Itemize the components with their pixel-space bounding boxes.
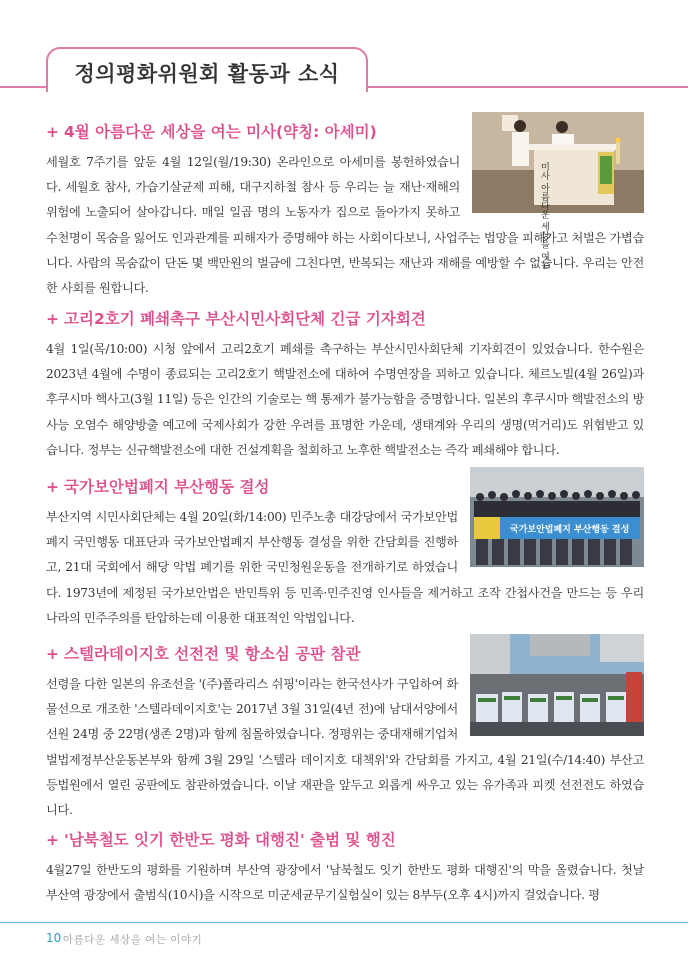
footer-publication-title: 아름다운 세상을 여는 이야기: [63, 934, 203, 946]
stella-daisy-protest-photo: [470, 634, 644, 736]
page-number: 10: [46, 931, 62, 945]
section-title-text: 스텔라데이지호 선전전 및 항소심 공판 참관: [64, 645, 361, 663]
section-nsa: [46, 475, 644, 631]
section-title: + '남북철도 잇기 한반도 평화 대행진' 출범 및 행진: [46, 831, 396, 849]
section-body: 부산지역 시민사회단체는 4월 20일(화/14:00) 민주노총 대강당에서 국가보안법폐지 국민행동 대표단과 국가보안법폐지 부산행동 결성을 위한 간담회를 진행하고, 21대 국회에서 해당 악법 폐기를 위한 국민청원운동을 전개하기로 하였습니다. 1973년에 제정된 국가보안법은 반민특위 등 민족·민주진영 인사들을 제거하고 조작 간첩사건을 만드는 등 우리나라의 민주주의를 탄압하는데 이용한 대표적인 악법입니다.: [46, 510, 644, 625]
photo-banner-text: 미사 아름다운 세상을 여는: [539, 162, 549, 270]
section-title: + 국가보안법폐지 부산행동 결성: [46, 478, 270, 496]
page-title: 정의평화위원회 활동과 소식: [74, 62, 340, 86]
photo-banner-text: 국가보안법폐지 부산행동 결성: [510, 525, 630, 535]
section-body: 4월 1일(목/10:00) 시청 앞에서 고리2호기 폐쇄를 촉구하는 부산시민사회단체 기자회견이 있었습니다. 한수원은 2023년 4월에 수명이 종료되는 고리2호기 핵발전소에 대하여 수명연장을 꾀하고 있습니다. 체르노빌(4월 26일)과 후쿠시마 핵사고(3월 11일) 등은 인간의 기술로는 핵 통제가 불가능함을 증명합니다. 일본의 후쿠시마 핵발전소의 방사능 오염수 해양방출 예고에 국제사회가 강한 우려를 표명한 가운데, 생태계와 우리의 생명(먹거리)도 위협받고 있습니다. 정부는 신규핵발전소에 대한 건설계획을 철회하고 노후한 핵발전소는 즉각 폐쇄해야 합니다.: [46, 342, 644, 457]
section-title: + 4월 아름다운 세상을 여는 미사(약칭: 아세미): [46, 123, 377, 141]
section-title-text: '남북철도 잇기 한반도 평화 대행진' 출범 및 행진: [64, 831, 396, 849]
section-title: + 고리2호기 폐쇄촉구 부산시민사회단체 긴급 기자회견: [46, 310, 426, 328]
section-body: 4월27일 한반도의 평화를 기원하며 부산역 광장에서 '남북철도 잇기 한반도 평화 대행진'의 막을 올렸습니다. 첫날 부산역 광장에서 출범식(10시)을 시작으로 미군세균무기실험실이 있는 8부두(오후 4시)까지 걸었습니다. 평: [46, 863, 644, 903]
section-body: 세월호 7주기를 앞둔 4월 12일(월/19:30) 온라인으로 아세미를 봉헌하였습니다. 세월호 참사, 가습기살균제 피해, 대구지하철 참사 등 우리는 늘 재난·재해의 위험에 노출되어 살아갑니다. 매일 일곱 명의 노동자가 집으로 돌아가지 못하고 수천명이 목숨을 잃어도 인과관계를 피해자가 증명해야 하는 사회이다보니, 사업주는 법망을 피해가고 처벌은 가볍습니다. 사람의 목숨값이 단돈 몇 백만원의 벌금에 그친다면, 반복되는 재난과 재해를 예방할 수 없습니다. 우리는 안전한 사회를 원합니다.: [46, 155, 644, 296]
section-peace-march: [46, 828, 644, 908]
footer-rule: [0, 922, 688, 923]
header-tab: [46, 47, 368, 92]
section-title-text: 4월 아름다운 세상을 여는 미사(약칭: 아세미): [64, 123, 377, 141]
section-title-text: 고리2호기 폐쇄촉구 부산시민사회단체 긴급 기자회견: [64, 310, 426, 328]
nsa-group-photo: [470, 467, 644, 567]
section-body: 선령을 다한 일본의 유조선을 '(주)폴라리스 쉬핑'이라는 한국선사가 구입하여 화물선으로 개조한 '스텔라데이지호'는 2017년 3월 31일(4년 전)에 남대서양에서 선원 24명 중 22명(생존 2명)과 함께 침몰하였습니다. 정평위는 중대재해기업처벌법제정부산운동본부와 함께 3월 29일 '스텔라 데이지호 대책위'와 간담회를 가지고, 4월 21일(수/14:40) 부산고등법원에서 열린 공판에도 참관하였습니다. 이날 재판을 앞두고 외롭게 싸우고 있는 유가족과 피켓 선전전도 하였습니다.: [46, 677, 644, 818]
mass-photo: [472, 112, 644, 270]
section-title: + 스텔라데이지호 선전전 및 항소심 공판 참관: [46, 645, 361, 663]
section-stella-daisy: [46, 642, 644, 823]
section-title-text: 국가보안법폐지 부산행동 결성: [64, 478, 270, 496]
section-mass: [46, 120, 644, 301]
section-kori2: [46, 307, 644, 463]
